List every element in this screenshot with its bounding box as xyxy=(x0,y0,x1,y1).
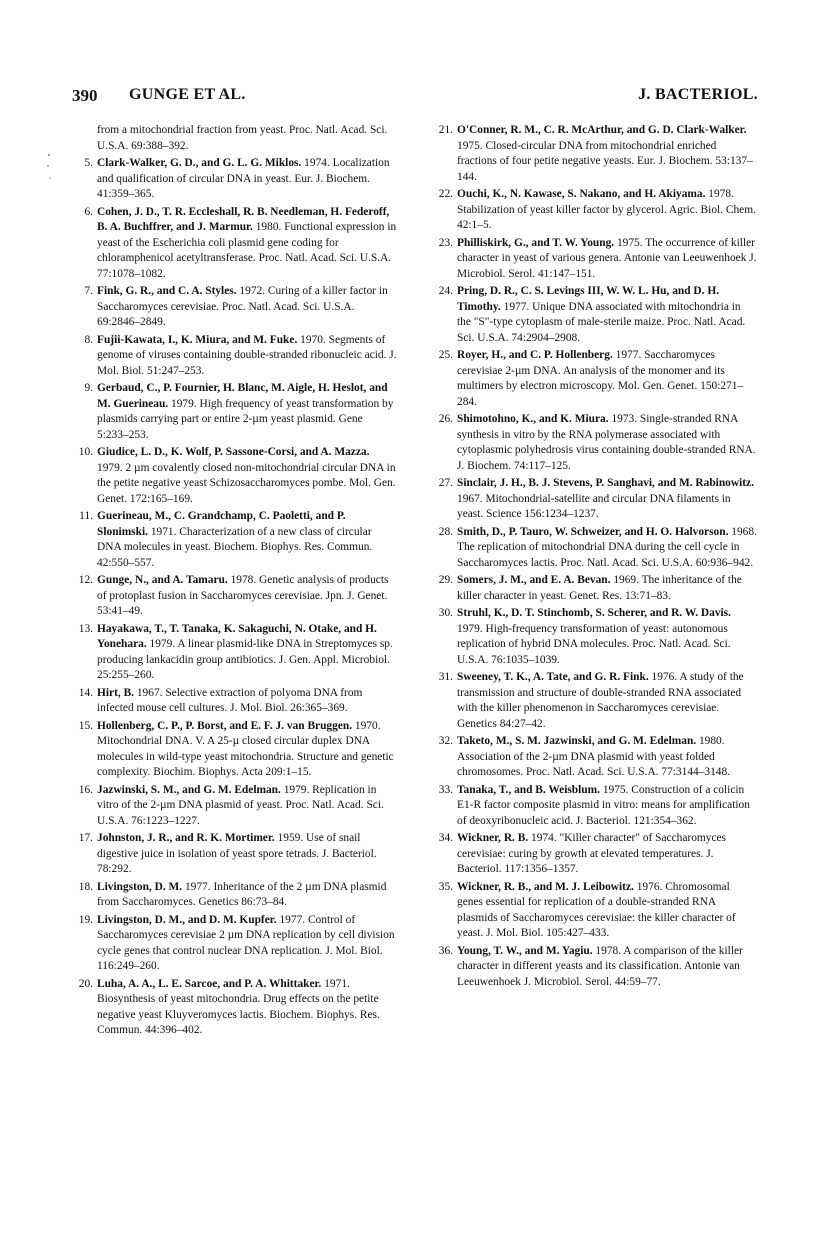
reference-authors: Ouchi, K., N. Kawase, S. Nakano, and H. Akiyama. xyxy=(457,188,706,200)
reference-citation: 1971. Characterization of a new class of circular DNA molecules in yeast. Biochem. Biophys. Res. Commun. 42:550–557. xyxy=(97,525,373,569)
reference-authors: Royer, H., and C. P. Hollenberg. xyxy=(457,349,613,361)
reference-authors: Pring, D. R., C. S. Levings III, W. W. L. Hu, and D. H. Timothy. xyxy=(457,285,720,313)
reference-entry xyxy=(432,783,757,830)
reference-citation: 1967. Selective extraction of polyoma DNA from infected mouse cell cultures. J. Mol. Biol. 26:365–369. xyxy=(97,686,363,714)
reference-citation: 1979. Replication in vitro of the 2-µm DNA plasmid of yeast. Proc. Natl. Acad. Sci. U.S.A. 76:1223–1227. xyxy=(97,783,384,827)
reference-authors: Luha, A. A., L. E. Sarcoe, and P. A. Whittaker. xyxy=(97,977,322,990)
reference-entry xyxy=(72,333,397,380)
reference-entry xyxy=(72,284,397,331)
reference-citation: 1974. "Killer character" of Saccharomyces cerevisiae: curing by growth at elevated temperatures. J. Bacteriol. 117:1356–1357. xyxy=(457,832,726,875)
reference-citation: 1977. Unique DNA associated with mitochondria in the "S"-type cytoplasm of male-sterile maize. Proc. Natl. Acad. Sci. U.S.A. 74:2904–2908. xyxy=(457,300,746,344)
reference-number: 27. xyxy=(438,477,453,489)
reference-authors: Gerbaud, C., P. Fournier, H. Blanc, M. Aigle, H. Heslot, and M. Guerineau. xyxy=(97,382,388,410)
reference-entry xyxy=(432,236,757,283)
reference-authors: Sinclair, J. H., B. J. Stevens, P. Sanghavi, and M. Rabinowitz. xyxy=(457,477,754,489)
reference-entry xyxy=(72,509,397,571)
reference-entry xyxy=(72,783,397,830)
reference-authors: Guerineau, M., C. Grandchamp, C. Paoletti, and P. Slonimski. xyxy=(97,510,346,538)
reference-authors: Hollenberg, C. P., P. Borst, and E. F. J. van Bruggen. xyxy=(97,719,353,732)
reference-authors: Sweeney, T. K., A. Tate, and G. R. Fink. xyxy=(457,671,649,683)
reference-entry xyxy=(432,880,757,942)
reference-entry xyxy=(72,622,397,684)
reference-citation: 1975. The occurrence of killer character in yeast of various genera. Antonie van Leeuwenhoek J. Microbiol. Serol. 41:147–151. xyxy=(457,236,757,280)
reference-citation: 1973. Single-stranded RNA synthesis in vitro by the RNA polymerase associated with cytoplasmic polyhedrosis virus containing double-stranded RNA. J. Biochem. 74:117–125. xyxy=(457,413,756,472)
reference-entry xyxy=(72,977,397,1039)
reference-entry xyxy=(432,944,757,991)
reference-citation: 1978. A comparison of the killer character in different yeasts and its classification. Antonie van Leeuwenhoek J. Microbiol. Serol. 44:59–77. xyxy=(457,944,743,988)
reference-number: 8. xyxy=(84,333,93,346)
reference-citation: 1968. The replication of mitochondrial DNA during the cell cycle in Saccharomyces lactis. Proc. Natl. Acad. Sci. U.S.A. 60:936–942. xyxy=(457,525,757,569)
reference-number: 12. xyxy=(78,574,93,586)
reference-continuation xyxy=(72,123,397,154)
reference-number: 28. xyxy=(438,525,453,538)
continuation-text: from a mitochondrial fraction from yeast. Proc. Natl. Acad. Sci. U.S.A. 69:388–392. xyxy=(97,124,388,152)
reference-entry xyxy=(72,381,397,443)
reference-number: 20. xyxy=(78,977,93,990)
reference-number: 31. xyxy=(438,671,453,683)
reference-entry xyxy=(72,205,397,283)
reference-citation: 1977. Saccharomyces cerevisiae 2-µm DNA. An analysis of the monomer and its multimers by electron microscopy. Mol. Gen. Genet. 150:271–284. xyxy=(457,349,744,408)
reference-citation: 1978. Genetic analysis of products of protoplast fusion in Saccharomyces cerevisiae. Jpn. J. Genet. 53:41–49. xyxy=(97,574,389,617)
reference-number: 26. xyxy=(438,413,453,425)
reference-citation: 1970. Segments of genome of viruses containing double-stranded ribonucleic acid. J. Mol. Biol. 51:247–253. xyxy=(97,333,397,377)
reference-number: 15. xyxy=(78,719,93,732)
reference-citation: 1980. Association of the 2-µm DNA plasmid with yeast folded chromosomes. Proc. Natl. Acad. Sci. U.S.A. 77:3144–3148. xyxy=(457,735,731,778)
reference-citation: 1975. Construction of a colicin E1-R factor composite plasmid in vitro: means for amplification of deoxyribonucleic acid. J. Bacteriol. 121:354–362. xyxy=(457,783,750,827)
reference-citation: 1967. Mitochondrial-satellite and circular DNA filaments in yeast. Science 156:1234–1237. xyxy=(457,492,731,520)
reference-authors: Taketo, M., S. M. Jazwinski, and G. M. Edelman. xyxy=(457,735,697,747)
reference-citation: 1971. Biosynthesis of yeast mitochondria. Drug effects on the petite negative yeast Kluyveromyces lactis. Biochem. Biophys. Res. Commun. 44:396–402. xyxy=(97,977,380,1036)
reference-citation: 1969. The inheritance of the killer character in yeast. Genet. Res. 13:71–83. xyxy=(457,574,742,602)
reference-entry xyxy=(432,123,757,185)
page-header xyxy=(72,86,758,110)
reference-number: 10. xyxy=(78,446,93,458)
reference-citation: 1978. Stabilization of yeast killer factor by glycerol. Agric. Biol. Chem. 42:1–5. xyxy=(457,188,756,231)
reference-number: 16. xyxy=(78,783,93,796)
reference-authors: Fujii-Kawata, I., K. Miura, and M. Fuke. xyxy=(97,333,298,346)
reference-number: 34. xyxy=(438,832,453,844)
reference-number: 11. xyxy=(79,510,93,522)
reference-entry xyxy=(432,187,757,234)
reference-authors: Somers, J. M., and E. A. Bevan. xyxy=(457,574,611,586)
reference-citation: 1979. A linear plasmid-like DNA in Streptomyces sp. producing lankacidin group antibiotics. J. Gen. Appl. Microbiol. 25:255–260. xyxy=(97,638,393,681)
reference-citation: 1974. Localization and qualification of circular DNA in yeast. Eur. J. Biochem. 41:359–365. xyxy=(97,157,390,200)
reference-number: 14. xyxy=(78,686,93,699)
reference-authors: Wickner, R. B., and M. J. Leibowitz. xyxy=(457,880,634,893)
reference-number: 23. xyxy=(438,236,453,249)
reference-number: 35. xyxy=(438,880,453,893)
reference-list-left xyxy=(72,156,397,1039)
reference-citation: 1976. A study of the transmission and structure of double-stranded RNA associated with the killer phenomenon in Saccharomyces cerevisiae. Genetics 84:27–42. xyxy=(457,671,744,730)
reference-column-left xyxy=(72,123,397,1041)
reference-list-right xyxy=(432,123,757,990)
reference-number: 30. xyxy=(438,607,453,619)
reference-authors: Philliskirk, G., and T. W. Young. xyxy=(457,236,615,249)
reference-number: 18. xyxy=(78,880,93,893)
reference-authors: Hayakawa, T., T. Tanaka, K. Sakaguchi, N. Otake, and H. Yonehara. xyxy=(97,622,377,650)
reference-authors: Shimotohno, K., and K. Miura. xyxy=(457,413,609,425)
reference-authors: Jazwinski, S. M., and G. M. Edelman. xyxy=(97,783,281,796)
reference-number: 17. xyxy=(78,832,93,844)
reference-citation: 1979. 2 µm covalently closed non-mitochondrial circular DNA in the petite negative yeast Schizosaccharomyces pombe. Mol. Gen. Genet. 172:165–169. xyxy=(97,461,396,505)
reference-number: 29. xyxy=(438,574,453,586)
reference-number: 19. xyxy=(78,913,93,926)
reference-entry xyxy=(432,831,757,878)
reference-authors: Hirt, B. xyxy=(97,686,135,699)
reference-entry xyxy=(72,686,397,717)
reference-entry xyxy=(72,156,397,203)
reference-authors: O'Conner, R. M., C. R. McArthur, and G. D. Clark-Walker. xyxy=(457,124,747,136)
reference-entry xyxy=(432,348,757,410)
reference-citation: 1970. Mitochondrial DNA. V. A 25-µ closed circular duplex DNA molecules in wild-type yeast mitochondria. Structure and genetic complexity. Biochim. Biophys. Acta 209:1–15. xyxy=(97,719,394,778)
reference-number: 24. xyxy=(438,285,453,297)
reference-number: 9. xyxy=(84,382,93,394)
reference-number: 21. xyxy=(438,124,453,136)
reference-entry xyxy=(72,573,397,620)
reference-authors: Cohen, J. D., T. R. Eccleshall, R. B. Needleman, H. Federoff, B. A. Buchffrer, and J. Marmur. xyxy=(97,205,390,233)
reference-number: 22. xyxy=(438,188,453,200)
reference-authors: Johnston, J. R., and R. K. Mortimer. xyxy=(97,832,275,844)
reference-authors: Wickner, R. B. xyxy=(457,832,529,844)
reference-entry xyxy=(432,412,757,474)
reference-entry xyxy=(432,476,757,523)
reference-number: 36. xyxy=(438,944,453,957)
reference-entry xyxy=(432,284,757,346)
reference-citation: 1979. High frequency of yeast transformation by plasmids carrying part or entire 2-µm yeast plasmid. Gene 5:233–253. xyxy=(97,397,394,441)
reference-entry xyxy=(432,525,757,572)
reference-entry xyxy=(72,880,397,911)
reference-authors: Smith, D., P. Tauro, W. Schweizer, and H. O. Halvorson. xyxy=(457,525,729,538)
scan-artifact-mark xyxy=(46,152,52,186)
reference-entry xyxy=(432,606,757,668)
reference-column-right xyxy=(432,123,757,992)
reference-entry xyxy=(72,719,397,781)
page-number: 390 xyxy=(72,86,98,105)
reference-number: 7. xyxy=(84,285,93,297)
running-head: GUNGE ET AL. xyxy=(129,86,246,103)
reference-citation: 1972. Curing of a killer factor in Saccharomyces cerevisiae. Proc. Natl. Acad. Sci. U.S.A. 69:2846–2849. xyxy=(97,285,388,328)
reference-authors: Gunge, N., and A. Tamaru. xyxy=(97,574,228,586)
reference-number: 6. xyxy=(84,205,93,218)
reference-authors: Struhl, K., D. T. Stinchomb, S. Scherer, and R. W. Davis. xyxy=(457,607,731,619)
reference-citation: 1975. Closed-circular DNA from mitochondrial enriched fractions of four petite negative yeasts. Eur. J. Biochem. 53:137–144. xyxy=(457,139,753,183)
reference-authors: Fink, G. R., and C. A. Styles. xyxy=(97,285,237,297)
reference-entry xyxy=(72,913,397,975)
reference-authors: Young, T. W., and M. Yagiu. xyxy=(457,944,593,957)
reference-authors: Giudice, L. D., K. Wolf, P. Sassone-Corsi, and A. Mazza. xyxy=(97,446,370,458)
reference-authors: Livingston, D. M. xyxy=(97,880,183,893)
reference-authors: Clark-Walker, G. D., and G. L. G. Miklos. xyxy=(97,157,302,169)
journal-name: J. BACTERIOL. xyxy=(638,86,758,103)
reference-entry xyxy=(432,573,757,604)
reference-authors: Livingston, D. M., and D. M. Kupfer. xyxy=(97,913,277,926)
reference-number: 32. xyxy=(438,735,453,747)
reference-authors: Tanaka, T., and B. Weisblum. xyxy=(457,783,600,796)
reference-number: 25. xyxy=(438,349,453,361)
reference-citation: 1977. Inheritance of the 2 µm DNA plasmid from Saccharomyces. Genetics 86:73–84. xyxy=(97,880,387,908)
reference-entry xyxy=(72,831,397,878)
reference-number: 33. xyxy=(438,783,453,796)
reference-citation: 1977. Control of Saccharomyces cerevisiae 2 µm DNA replication by cell division cycle genes that control nuclear DNA replication. J. Mol. Biol. 116:249–260. xyxy=(97,913,395,972)
reference-number: 5. xyxy=(84,157,93,169)
reference-entry xyxy=(432,734,757,781)
reference-citation: 1959. Use of snail digestive juice in isolation of yeast spore tetrads. J. Bacteriol. 78:292. xyxy=(97,832,377,875)
reference-citation: 1979. High-frequency transformation of yeast: autonomous replication of hybrid DNA molecules. Proc. Natl. Acad. Sci. U.S.A. 76:1035–1039. xyxy=(457,622,731,666)
reference-entry xyxy=(72,445,397,507)
reference-citation: 1980. Functional expression in yeast of the Escherichia coli plasmid gene coding for chloramphenicol acetyltransferase. Proc. Natl. Acad. Sci. U.S.A. 77:1078–1082. xyxy=(97,221,397,280)
reference-entry xyxy=(432,670,757,732)
reference-number: 13. xyxy=(78,622,93,635)
reference-citation: 1976. Chromosomal genes essential for replication of a double-stranded RNA plasmids of Saccharomyces cerevisiae: the killer character of yeast. J. Mol. Biol. 105:427–433. xyxy=(457,880,736,939)
